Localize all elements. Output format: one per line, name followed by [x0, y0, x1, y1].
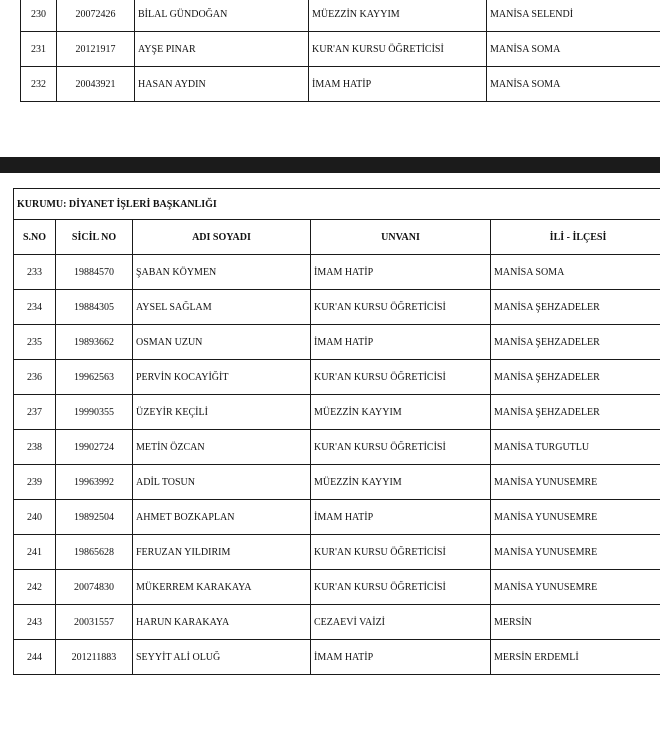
header-sicil-no: SİCİL NO: [56, 220, 133, 255]
cell-sicil-no: 19892504: [56, 500, 133, 535]
cell-sicil-no: 20072426: [57, 0, 135, 32]
cell-name: MÜKERREM KARAKAYA: [133, 570, 311, 605]
cell-name: ADİL TOSUN: [133, 465, 311, 500]
cell-sno: 240: [14, 500, 56, 535]
cell-sno: 237: [14, 395, 56, 430]
cell-il-ilce: MANİSA SELENDİ: [487, 0, 660, 32]
cell-il-ilce: MANİSA YUNUSEMRE: [491, 570, 660, 605]
cell-name: PERVİN KOCAYİĞİT: [133, 360, 311, 395]
header-name: ADI SOYADI: [133, 220, 311, 255]
cell-name: HARUN KARAKAYA: [133, 605, 311, 640]
table-row: [14, 255, 660, 290]
cell-il-ilce: MANİSA ŞEHZADELER: [491, 290, 660, 325]
table-row: [14, 500, 660, 535]
cell-sno: 234: [14, 290, 56, 325]
cell-unvan: KUR'AN KURSU ÖĞRETİCİSİ: [311, 570, 491, 605]
cell-sicil-no: 19990355: [56, 395, 133, 430]
cell-il-ilce: MANİSA TURGUTLU: [491, 430, 660, 465]
page-separator-band: [0, 157, 660, 173]
cell-unvan: KUR'AN KURSU ÖĞRETİCİSİ: [311, 535, 491, 570]
cell-name: BİLAL GÜNDOĞAN: [135, 0, 309, 32]
table-row: [14, 290, 660, 325]
cell-il-ilce: MANİSA SOMA: [487, 32, 660, 67]
table-row: [14, 535, 660, 570]
table-row: [14, 325, 660, 360]
header-unvan: UNVANI: [311, 220, 491, 255]
cell-sicil-no: 19902724: [56, 430, 133, 465]
cell-il-ilce: MANİSA YUNUSEMRE: [491, 500, 660, 535]
cell-sno: 235: [14, 325, 56, 360]
table-row: [21, 32, 660, 67]
cell-unvan: İMAM HATİP: [311, 325, 491, 360]
cell-il-ilce: MANİSA SOMA: [491, 255, 660, 290]
cell-name: METİN ÖZCAN: [133, 430, 311, 465]
header-il-ilce: İLİ - İLÇESİ: [491, 220, 660, 255]
cell-name: SEYYİT ALİ OLUĞ: [133, 640, 311, 675]
table-row: [21, 0, 660, 32]
cell-sicil-no: 19865628: [56, 535, 133, 570]
cell-il-ilce: MANİSA ŞEHZADELER: [491, 360, 660, 395]
cell-sicil-no: 20121917: [57, 32, 135, 67]
header-sno: S.NO: [14, 220, 56, 255]
cell-sicil-no: 201211883: [56, 640, 133, 675]
cell-sno: 241: [14, 535, 56, 570]
cell-sno: 230: [21, 0, 57, 32]
cell-unvan: İMAM HATİP: [311, 500, 491, 535]
institution-title: KURUMU: DİYANET İŞLERİ BAŞKANLIĞI: [14, 189, 660, 220]
cell-name: OSMAN UZUN: [133, 325, 311, 360]
cell-sno: 238: [14, 430, 56, 465]
cell-il-ilce: MANİSA ŞEHZADELER: [491, 395, 660, 430]
institution-title-row: [14, 189, 660, 220]
cell-sicil-no: 20031557: [56, 605, 133, 640]
cell-sicil-no: 20043921: [57, 67, 135, 102]
cell-sno: 242: [14, 570, 56, 605]
cell-unvan: KUR'AN KURSU ÖĞRETİCİSİ: [311, 430, 491, 465]
table-row: [21, 67, 660, 102]
table-row: [14, 605, 660, 640]
cell-sicil-no: 20074830: [56, 570, 133, 605]
cell-il-ilce: MANİSA YUNUSEMRE: [491, 535, 660, 570]
cell-sicil-no: 19963992: [56, 465, 133, 500]
previous-page-rows: [21, 0, 660, 102]
table-row: [14, 360, 660, 395]
cell-il-ilce: MANİSA ŞEHZADELER: [491, 325, 660, 360]
table-row: [14, 640, 660, 675]
table-row: [14, 465, 660, 500]
cell-sno: 243: [14, 605, 56, 640]
personnel-table: [13, 188, 660, 675]
cell-unvan: CEZAEVİ VAİZİ: [311, 605, 491, 640]
personnel-rows: [14, 255, 660, 675]
table-row: [14, 395, 660, 430]
cell-unvan: KUR'AN KURSU ÖĞRETİCİSİ: [309, 32, 487, 67]
cell-name: AYŞE PINAR: [135, 32, 309, 67]
cell-sno: 231: [21, 32, 57, 67]
cell-sicil-no: 19884570: [56, 255, 133, 290]
cell-name: ÜZEYİR KEÇİLİ: [133, 395, 311, 430]
cell-unvan: MÜEZZİN KAYYIM: [311, 395, 491, 430]
cell-il-ilce: MERSİN: [491, 605, 660, 640]
cell-unvan: İMAM HATİP: [309, 67, 487, 102]
cell-name: AHMET BOZKAPLAN: [133, 500, 311, 535]
cell-sicil-no: 19884305: [56, 290, 133, 325]
table-row: [14, 570, 660, 605]
previous-page-table: [20, 0, 660, 102]
cell-sicil-no: 19893662: [56, 325, 133, 360]
table-row: [14, 430, 660, 465]
cell-unvan: MÜEZZİN KAYYIM: [311, 465, 491, 500]
cell-unvan: KUR'AN KURSU ÖĞRETİCİSİ: [311, 360, 491, 395]
header-row: [14, 220, 660, 255]
cell-sno: 232: [21, 67, 57, 102]
cell-name: FERUZAN YILDIRIM: [133, 535, 311, 570]
cell-il-ilce: MANİSA SOMA: [487, 67, 660, 102]
cell-sno: 236: [14, 360, 56, 395]
cell-name: HASAN AYDIN: [135, 67, 309, 102]
cell-unvan: İMAM HATİP: [311, 640, 491, 675]
cell-unvan: KUR'AN KURSU ÖĞRETİCİSİ: [311, 290, 491, 325]
cell-unvan: İMAM HATİP: [311, 255, 491, 290]
cell-il-ilce: MANİSA YUNUSEMRE: [491, 465, 660, 500]
cell-sno: 233: [14, 255, 56, 290]
cell-name: ŞABAN KÖYMEN: [133, 255, 311, 290]
cell-unvan: MÜEZZİN KAYYIM: [309, 0, 487, 32]
cell-il-ilce: MERSİN ERDEMLİ: [491, 640, 660, 675]
cell-name: AYSEL SAĞLAM: [133, 290, 311, 325]
cell-sicil-no: 19962563: [56, 360, 133, 395]
cell-sno: 239: [14, 465, 56, 500]
cell-sno: 244: [14, 640, 56, 675]
